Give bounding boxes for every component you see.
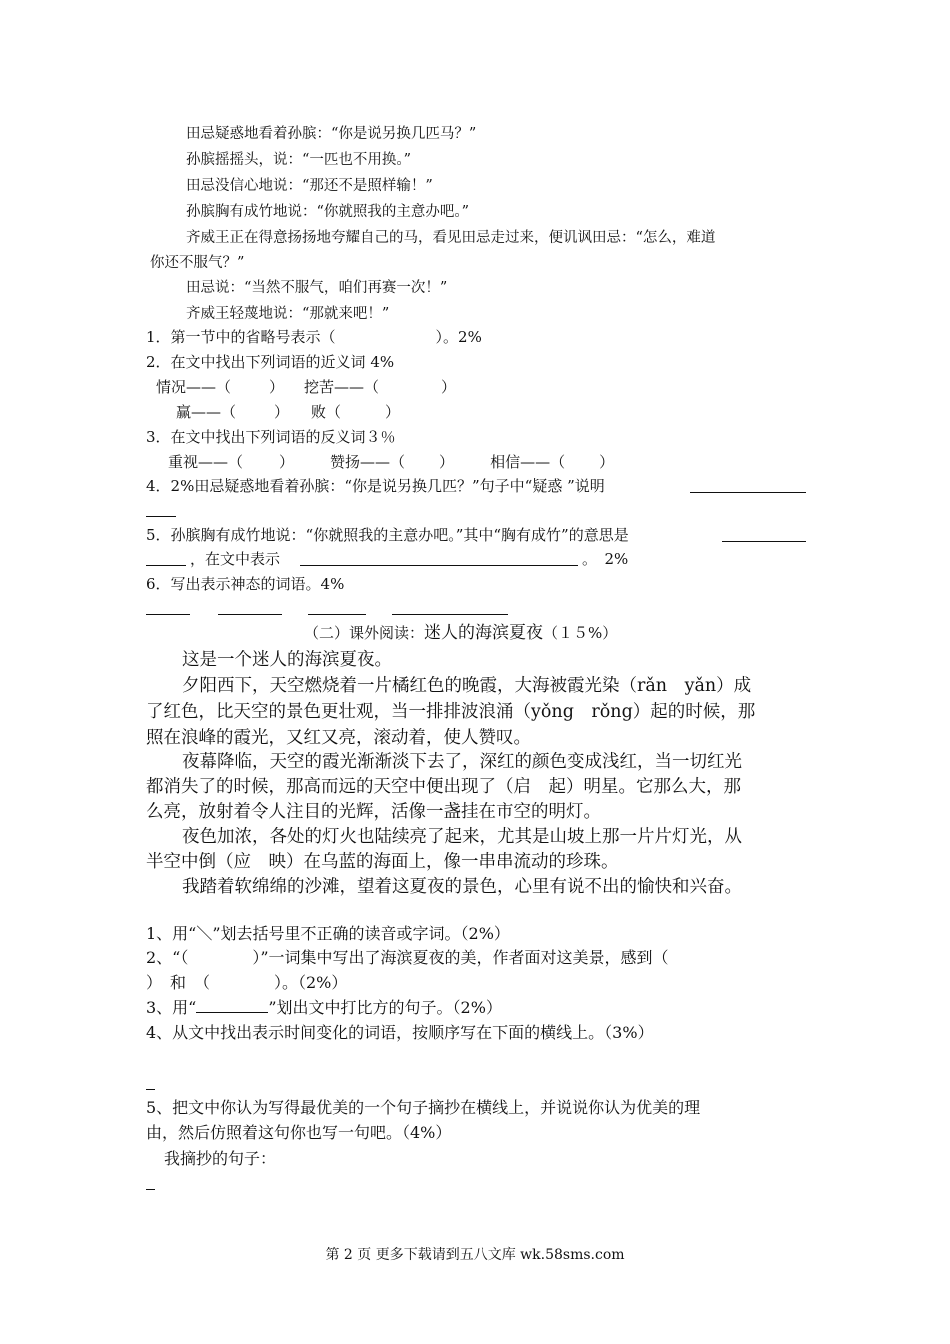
passage-line: 我踏着软绵绵的沙滩，望着这夏夜的景色，心里有说不出的愉快和兴奋。 [182, 877, 742, 897]
answer-line [146, 1189, 155, 1190]
question-2-row-2: 赢——（ ） 败（ ） [176, 403, 401, 421]
answer-line [300, 565, 578, 566]
question-3-row: 重视——（ ） 赞扬——（ ） 相信——（ ） [168, 453, 615, 471]
passage-line: 了红色，比天空的景色更壮观，当一排排波浪涌（yǒng rǒng）起的时候，那 [146, 702, 756, 722]
passage-line: 夜幕降临，天空的霞光渐渐淡下去了，深红的颜色变成浅红，当一切红光 [182, 752, 742, 772]
reading-question-5-cont: 由，然后仿照着这句你也写一句吧。（4%） [146, 1123, 452, 1142]
question-2-row-1: 情况——（ ） 挖苦——（ ） [156, 378, 457, 396]
dialogue-line: 齐威王轻蔑地说：“那就来吧！” [186, 306, 390, 322]
answer-line [308, 614, 366, 615]
passage-line: 都消失了的时候，那高而远的天空中便出现了（启 起）明星。它那么大，那 [146, 777, 741, 797]
question-6: 6．写出表示神态的词语。4% [146, 575, 345, 593]
answer-line [218, 614, 282, 615]
dialogue-line: 孙膑摇摇头，说：“一匹也不用换。” [186, 152, 412, 168]
dialogue-line: 齐威王正在得意扬扬地夸耀自己的马，看见田忌走过来，便讥讽田忌：“怎么，难道 [186, 230, 716, 246]
passage-line: 夕阳西下，天空燃烧着一片橘红色的晚霞，大海被霞光染（rǎn yǎn）成 [182, 676, 752, 696]
answer-line [146, 565, 186, 566]
reading-question-3: 3、用“ ”划出文中打比方的句子。（2%） [146, 998, 502, 1017]
copy-sentence-label: 我摘抄的句子： [164, 1149, 277, 1168]
dialogue-line: 你还不服气？” [150, 255, 245, 271]
dialogue-line: 孙膑胸有成竹地说：“你就照我的主意办吧。” [186, 204, 470, 220]
answer-line [146, 1089, 155, 1090]
answer-line [722, 541, 806, 542]
question-3: 3．在文中找出下列词语的反义词３％ [146, 428, 396, 446]
dialogue-line: 田忌说：“当然不服气，咱们再赛一次！” [186, 280, 448, 296]
page-footer: 第 2 页 更多下载请到五八文库 wk.58sms.com [325, 1247, 625, 1263]
question-5-score: 。 2% [582, 550, 629, 568]
question-1: 1．第一节中的省略号表示（ ）。2% [146, 328, 482, 346]
question-5-cont: ，在文中表示 [190, 550, 281, 568]
reading-question-5: 5、把文中你认为写得最优美的一个句子摘抄在横线上，并说说你认为优美的理 [146, 1098, 701, 1117]
answer-line [146, 614, 190, 615]
passage-line: 照在浪峰的霞光，又红又亮，滚动着，使人赞叹。 [146, 728, 531, 748]
answer-line [146, 516, 176, 517]
passage-line: 这是一个迷人的海滨夏夜。 [182, 650, 392, 670]
question-4: 4．2%田忌疑惑地看着孙膑：“你是说另换几匹？”句子中“疑惑 ”说明 [146, 477, 605, 495]
dialogue-line: 田忌疑惑地看着孙膑：“你是说另换几匹马？” [186, 126, 477, 142]
reading-question-1: 1、用“＼”划去括号里不正确的读音或字词。（2%） [146, 924, 510, 943]
passage-line: 夜色加浓，各处的灯火也陆续亮了起来，尤其是山坡上那一片片灯光，从 [182, 827, 742, 847]
dialogue-line: 田忌没信心地说：“那还不是照样输！” [186, 178, 433, 194]
answer-line [690, 492, 806, 493]
question-5: 5．孙膑胸有成竹地说：“你就照我的主意办吧。”其中“胸有成竹”的意思是 [146, 526, 629, 544]
passage-line: 么亮，放射着令人注目的光辉，活像一盏挂在市空的明灯。 [146, 802, 601, 822]
passage-line: 半空中倒（应 映）在乌蓝的海面上，像一串串流动的珍珠。 [146, 852, 619, 872]
reading-question-2: 2、“（ ）”一词集中写出了海滨夏夜的美，作者面对这美景，感到（ [146, 948, 669, 967]
question-2: 2．在文中找出下列词语的近义词 4% [146, 353, 395, 371]
reading-question-2-cont: ） 和 （ ）。（2%） [146, 973, 348, 992]
section-title: （二）课外阅读：迷人的海滨夏夜（１５%） [304, 623, 618, 643]
answer-line [392, 614, 508, 615]
reading-question-4: 4、从文中找出表示时间变化的词语，按顺序写在下面的横线上。（3%） [146, 1023, 654, 1042]
